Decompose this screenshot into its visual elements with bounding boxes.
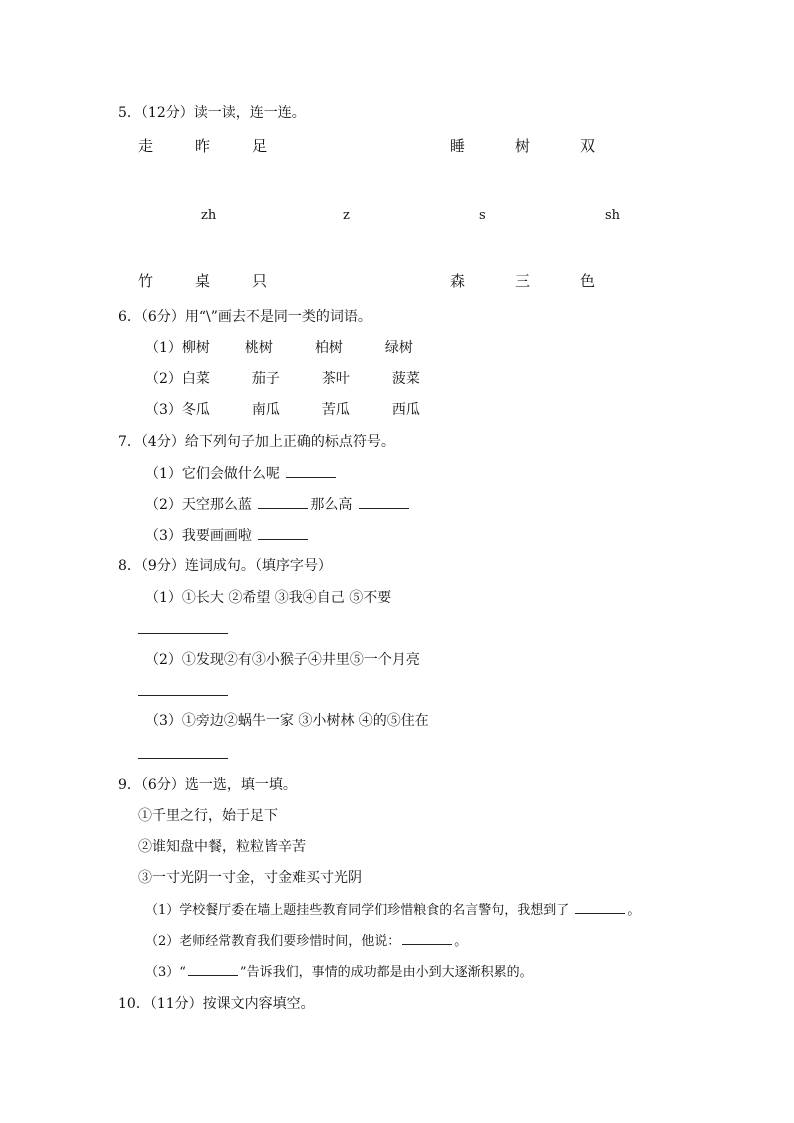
q8-title: 8．（9分）连词成句。（填序字号） — [118, 558, 332, 574]
word: 柏树 — [314, 340, 343, 356]
pinyin: s — [479, 208, 486, 223]
q6-row — [145, 370, 420, 388]
char: 只 — [252, 272, 268, 290]
pinyin: zh — [201, 208, 217, 223]
answer-blank[interactable] — [258, 527, 308, 540]
answer-blank[interactable] — [258, 496, 308, 509]
char: 走 — [138, 137, 154, 155]
q9-sentence: （2）老师经常教育我们要珍惜时间，他说： 。 — [145, 934, 468, 949]
q9-title: 9．（6分）选一选，填一填。 — [118, 777, 297, 793]
q7-sentence: （2）天空那么蓝 那么高 — [145, 496, 411, 514]
answer-blank[interactable] — [188, 963, 238, 976]
q6-title: 6．（6分）用“\”画去不是同一类的词语。 — [118, 309, 372, 325]
char: 色 — [580, 272, 596, 290]
word: 绿树 — [384, 340, 413, 356]
answer-blank[interactable] — [402, 932, 452, 945]
q8-sentence: （1）①长大 ②希望 ③我④自己 ⑤不要 — [145, 590, 392, 606]
row-num: （1） — [145, 340, 182, 356]
word: 菠菜 — [391, 371, 420, 387]
word: 茶叶 — [321, 371, 350, 387]
q7-sentence: （1）它们会做什么呢 — [145, 465, 338, 483]
q10-title: 10．（11分）按课文内容填空。 — [118, 996, 315, 1012]
word: 柳树 — [181, 340, 210, 356]
char: 足 — [252, 137, 268, 155]
q9-option: ③一寸光阴一寸金，寸金难买寸光阴 — [138, 870, 362, 886]
char: 睡 — [450, 137, 466, 155]
char: 树 — [515, 137, 531, 155]
answer-blank[interactable] — [286, 465, 336, 478]
char: 桌 — [195, 272, 211, 290]
q7-sentence: （3）我要画画啦 — [145, 527, 310, 545]
q5-title: 5．（12分）读一读，连一连。 — [118, 105, 306, 121]
row-num: （3） — [145, 402, 182, 418]
q9-option: ①千里之行，始于足下 — [138, 808, 278, 824]
q9-sentence: （1）学校餐厅委在墙上题挂些教育同学们珍惜粮食的名言警句，我想到了 。 — [145, 903, 641, 918]
word: 白菜 — [181, 371, 210, 387]
word: 苦瓜 — [321, 402, 350, 418]
q8-sentence: （2）①发现②有③小猴子④井里⑤一个月亮 — [145, 652, 420, 668]
char: 三 — [515, 272, 531, 290]
q7-title: 7．（4分）给下列句子加上正确的标点符号。 — [118, 434, 395, 450]
q9-option: ②谁知盘中餐，粒粒皆辛苦 — [138, 839, 306, 855]
char: 森 — [450, 272, 466, 290]
q9-sentence: （3）“ ”告诉我们，事情的成功都是由小到大逐渐积累的。 — [145, 965, 533, 980]
char: 竹 — [138, 272, 154, 290]
char: 昨 — [195, 137, 211, 155]
word: 南瓜 — [251, 402, 280, 418]
word: 茄子 — [251, 371, 280, 387]
word: 西瓜 — [391, 402, 420, 418]
pinyin: z — [343, 208, 350, 223]
word: 冬瓜 — [181, 402, 210, 418]
word: 桃树 — [244, 340, 273, 356]
q6-row — [145, 339, 413, 357]
answer-blank[interactable] — [575, 901, 625, 914]
answer-line[interactable] — [138, 694, 228, 696]
row-num: （2） — [145, 371, 182, 387]
answer-line[interactable] — [138, 757, 228, 759]
answer-blank[interactable] — [359, 496, 409, 509]
q6-row — [145, 401, 420, 419]
answer-line[interactable] — [138, 632, 228, 634]
char: 双 — [580, 137, 596, 155]
pinyin: sh — [605, 208, 621, 223]
q8-sentence: （3）①旁边②蜗牛一家 ③小树林 ④的⑤住在 — [145, 713, 429, 729]
